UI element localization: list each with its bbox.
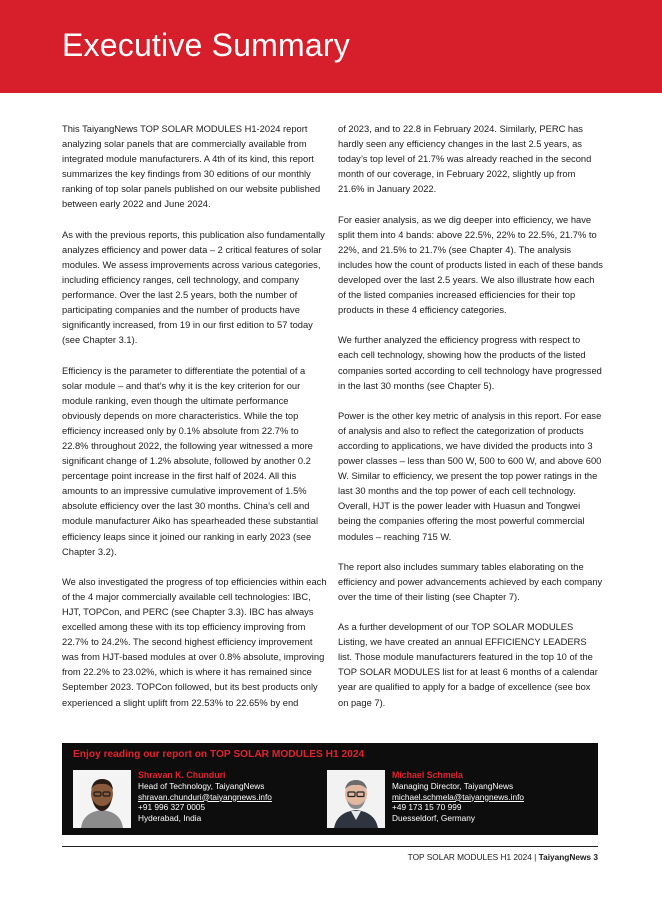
author-role: Managing Director, TaiyangNews bbox=[392, 780, 514, 791]
right-column bbox=[338, 122, 603, 726]
paragraph: This TaiyangNews TOP SOLAR MODULES H1-2024 report analyzing solar panels that are commercially available from integrated module manufacturers. A 4th of its kind, this report summarizes the key findings from 30 editions of our monthly ranking of top solar panels published on our website published between early 2022 and June 2024. bbox=[62, 124, 321, 210]
author-email-link[interactable]: michael.schmela@taiyangnews.info bbox=[392, 791, 525, 802]
footer-brand: TaiyangNews bbox=[538, 852, 592, 862]
paragraph: We also investigated the progress of top efficiencies within each of the 4 major commercially available cell technologies: IBC, HJT, TOPCon, and PERC (see Chapter 3.3). IBC has always excelled among these with its top efficiency improving from 22.7% to 24.2%. The second highest efficiency improvement was from HJT-based modules at over 0.8% absolute, improving from 22.2% to 23.02%, which is where it has remained since September 2023. TOPCon followed, but its best products only experienced a slight uplift from 22.53% to 22.65% by end bbox=[62, 576, 327, 708]
footer-divider bbox=[62, 846, 598, 847]
page-number: 3 bbox=[593, 852, 598, 862]
header-banner bbox=[0, 0, 662, 93]
paragraph: For easier analysis, as we dig deeper into efficiency, we have split them into 4 bands: above 22.5%, 22% to 22.5%, 21.7% to 22%, and 21.5% to 21.7% (see Chapter 4). The analysis includes how the count of products listed in each of these bands developed over the last 2.5 years. We also illustrate how each of the listed companies increased efficiencies for their top products in these 4 efficiency categories. bbox=[338, 214, 603, 316]
author-role: Head of Technology, TaiyangNews bbox=[138, 780, 265, 791]
author-photo-icon bbox=[327, 770, 385, 828]
promo-title: Enjoy reading our report on TOP SOLAR MODULES H1 2024 bbox=[73, 749, 365, 760]
page-footer bbox=[408, 852, 598, 862]
author-name: Michael Schmela bbox=[392, 770, 463, 780]
paragraph: The report also includes summary tables elaborating on the efficiency and power advancements achieved by each company over the time of their listing (see Chapter 7). bbox=[338, 561, 603, 602]
page-title: Executive Summary bbox=[62, 27, 350, 63]
paragraph: As a further development of our TOP SOLAR MODULES Listing, we have created an annual EFFICIENCY LEADERS list. Those module manufacturers featured in the top 10 of the TOP SOLAR MODULES list for at least 6 months of a calendar year are qualified to apply for a badge of excellence (see box on page 7). bbox=[338, 622, 598, 708]
paragraph: As with the previous reports, this publication also fundamentally analyzes efficiency and power data – 2 critical features of solar modules. We assess improvements across various categories, including efficiency ranges, cell technology, and company performance. Over the last 2.5 years, both the number of participating companies and the number of products have significantly increased, from 19 in our first edition to 57 today (see Chapter 3.1). bbox=[62, 229, 325, 346]
author-name: Shravan K. Chunduri bbox=[138, 770, 226, 780]
footer-report-name: TOP SOLAR MODULES H1 2024 bbox=[407, 852, 532, 862]
avatar bbox=[327, 770, 385, 828]
left-column bbox=[62, 122, 327, 726]
author-promo-box bbox=[62, 743, 598, 835]
author-location: Hyderabad, India bbox=[138, 813, 202, 824]
author-info bbox=[392, 770, 582, 824]
author-info bbox=[138, 770, 328, 824]
author-phone: +49 173 15 70 999 bbox=[392, 802, 462, 813]
paragraph: of 2023, and to 22.8 in February 2024. Similarly, PERC has hardly seen any efficiency changes in the last 2.5 years, as today’s top level of 21.7% was already reached in the second month of our coverage, in February 2022, slightly up from 21.6% in January 2022. bbox=[338, 124, 592, 195]
author-location: Duesseldorf, Germany bbox=[392, 813, 476, 824]
paragraph: We further analyzed the efficiency progress with respect to each cell technology, showing how the products of the listed companies sorted according to cell technology have progressed in the last 30 months (see Chapter 5). bbox=[338, 335, 602, 391]
author-photo-icon bbox=[73, 770, 131, 828]
paragraph: Efficiency is the parameter to differentiate the potential of a solar module – and that’s why it is the key criterion for our module ranking, even though the ultimate performance obviously depends on more characteristics. While the top efficiency increased only by 0.1% absolute from 22.7% to 22.8% throughout 2022, the following year witnessed a more significant change of 1.2% absolute, followed by another 0.2 percentage point increase in the first half of 2024. All this amounts to an impressive cumulative improvement of 1.5% absolute efficiency over the last 30 months. China’s cell and module manufacturer Aiko has spearheaded these substantial efficiency leaps since it joined our ranking in early 2023 (see Chapter 3.2). bbox=[62, 365, 319, 557]
footer-separator: | bbox=[534, 852, 537, 862]
avatar bbox=[73, 770, 131, 828]
author-email-link[interactable]: shravan.chunduri@taiyangnews.info bbox=[138, 791, 272, 802]
author-phone: +91 996 327 0005 bbox=[138, 802, 206, 813]
paragraph: Power is the other key metric of analysis in this report. For ease of analysis and also to reflect the categorization of products according to applications, we have divided the products into 3 power classes – less than 500 W, 500 to 600 W, and above 600 W. Similar to efficiency, we present the top power ratings in the last 30 months and the top power of each cell technology. Overall, HJT is the power leader with Huasun and Tongwei being the companies offering the most powerful commercial modules – reaching 715 W. bbox=[338, 410, 602, 542]
